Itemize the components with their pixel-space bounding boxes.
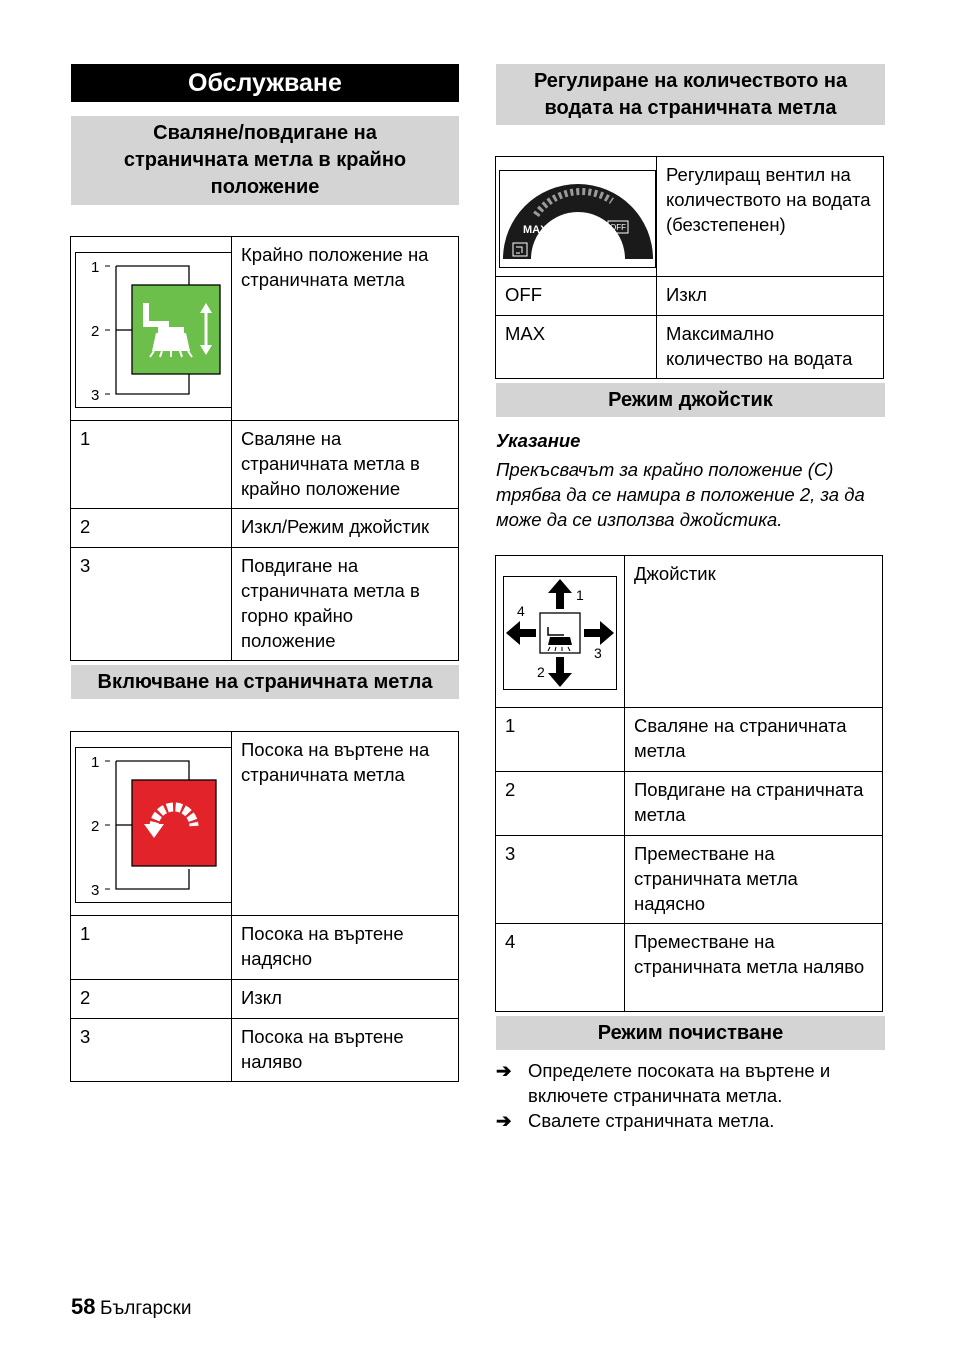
figure-label-1: 1 xyxy=(576,587,584,603)
row-number: 3 xyxy=(71,548,232,661)
list-item xyxy=(496,1108,882,1133)
figure-label-3: 3 xyxy=(91,387,100,404)
gauge-off-label: OFF xyxy=(610,223,626,232)
row-number: 1 xyxy=(71,916,232,980)
joystick-table xyxy=(495,555,883,1012)
row-number: MAX xyxy=(496,316,657,379)
water-valve-figure xyxy=(499,170,656,268)
row-description: Преместване на страничната метла надясно xyxy=(625,836,883,924)
row-description: Посока на въртене наляво xyxy=(232,1019,459,1082)
arrow-down-icon xyxy=(548,673,572,687)
page-title: Обслужване xyxy=(71,64,459,102)
row-description: Преместване на страничната метла наляво xyxy=(625,924,883,1012)
figure-label-2: 2 xyxy=(91,818,100,835)
figure-label-3: 3 xyxy=(91,882,100,899)
arrow-up-icon xyxy=(548,579,572,593)
row-description: Максимално количество на водата xyxy=(657,316,884,379)
row-number: 2 xyxy=(496,772,625,836)
arrow-left-icon xyxy=(506,621,520,645)
water-valve-table xyxy=(495,156,884,379)
figure-caption: Джойстик xyxy=(625,556,883,708)
arrow-right-icon: ➔ xyxy=(496,1060,512,1081)
page-footer xyxy=(71,1294,191,1320)
note-title: Указание xyxy=(496,430,581,451)
list-item xyxy=(496,1058,882,1108)
figure-label-1: 1 xyxy=(91,259,100,276)
row-description: Повдигане на страничната метла в горно крайно положение xyxy=(232,548,459,661)
section-heading-cleaning-mode: Режим почистване xyxy=(496,1016,885,1050)
row-description: Посока на въртене надясно xyxy=(232,916,459,980)
section-heading-water-regulation: Регулиране на количеството на водата на страничната метла xyxy=(496,64,885,125)
section-heading-lowering: Сваляне/повдигане на страничната метла в крайно положение xyxy=(71,116,459,205)
figure-caption: Посока на въртене на страничната метла xyxy=(232,732,459,916)
figure-caption: Крайно положение на страничната метла xyxy=(232,237,459,421)
section-heading-switch-on: Включване на страничната метла xyxy=(71,665,459,699)
row-description: Изкл xyxy=(657,277,884,316)
row-number: 4 xyxy=(496,924,625,1012)
figure-label-3: 3 xyxy=(594,645,602,661)
row-description: Сваляне на страничната метла xyxy=(625,708,883,772)
figure-label-2: 2 xyxy=(91,323,100,340)
end-position-switch-figure xyxy=(75,252,232,408)
note-text: Прекъсвачът за крайно положение (С) трябва да се намира в положение 2, за да може да се използва джойстика. xyxy=(496,459,865,530)
step-text: Определете посоката на въртене и включете страничната метла. xyxy=(528,1060,831,1106)
page-language: Български xyxy=(99,1298,192,1319)
end-position-table xyxy=(70,236,459,661)
row-description: Изкл/Режим джойстик xyxy=(232,509,459,548)
arrow-right-icon: ➔ xyxy=(496,1110,512,1131)
arrow-right-icon xyxy=(600,621,614,645)
figure-label-4: 4 xyxy=(517,603,525,619)
rotation-direction-table xyxy=(70,731,459,1082)
row-number: OFF xyxy=(496,277,657,316)
row-number: 3 xyxy=(71,1019,232,1082)
row-description: Сваляне на страничната метла в крайно положение xyxy=(232,421,459,509)
row-number: 1 xyxy=(71,421,232,509)
section-heading-joystick-mode: Режим джойстик xyxy=(496,383,885,417)
joystick-broom-icon xyxy=(540,613,580,653)
steps-list xyxy=(496,1058,882,1133)
rotation-icon xyxy=(132,780,216,866)
gauge-max-label: MAX xyxy=(523,224,548,236)
rotation-switch-figure xyxy=(75,747,232,903)
row-number: 3 xyxy=(496,836,625,924)
page-number: 58 xyxy=(71,1294,96,1319)
figure-caption: Регулиращ вентил на количеството на водата (безстепенен) xyxy=(657,157,884,277)
row-number: 2 xyxy=(71,980,232,1019)
row-number: 2 xyxy=(71,509,232,548)
joystick-figure xyxy=(503,576,617,690)
row-description: Повдигане на страничната метла xyxy=(625,772,883,836)
step-text: Свалете страничната метла. xyxy=(528,1110,775,1131)
gauge-dial xyxy=(503,184,653,259)
row-description: Изкл xyxy=(232,980,459,1019)
figure-label-2: 2 xyxy=(537,664,545,680)
figure-label-1: 1 xyxy=(91,754,100,771)
row-number: 1 xyxy=(496,708,625,772)
